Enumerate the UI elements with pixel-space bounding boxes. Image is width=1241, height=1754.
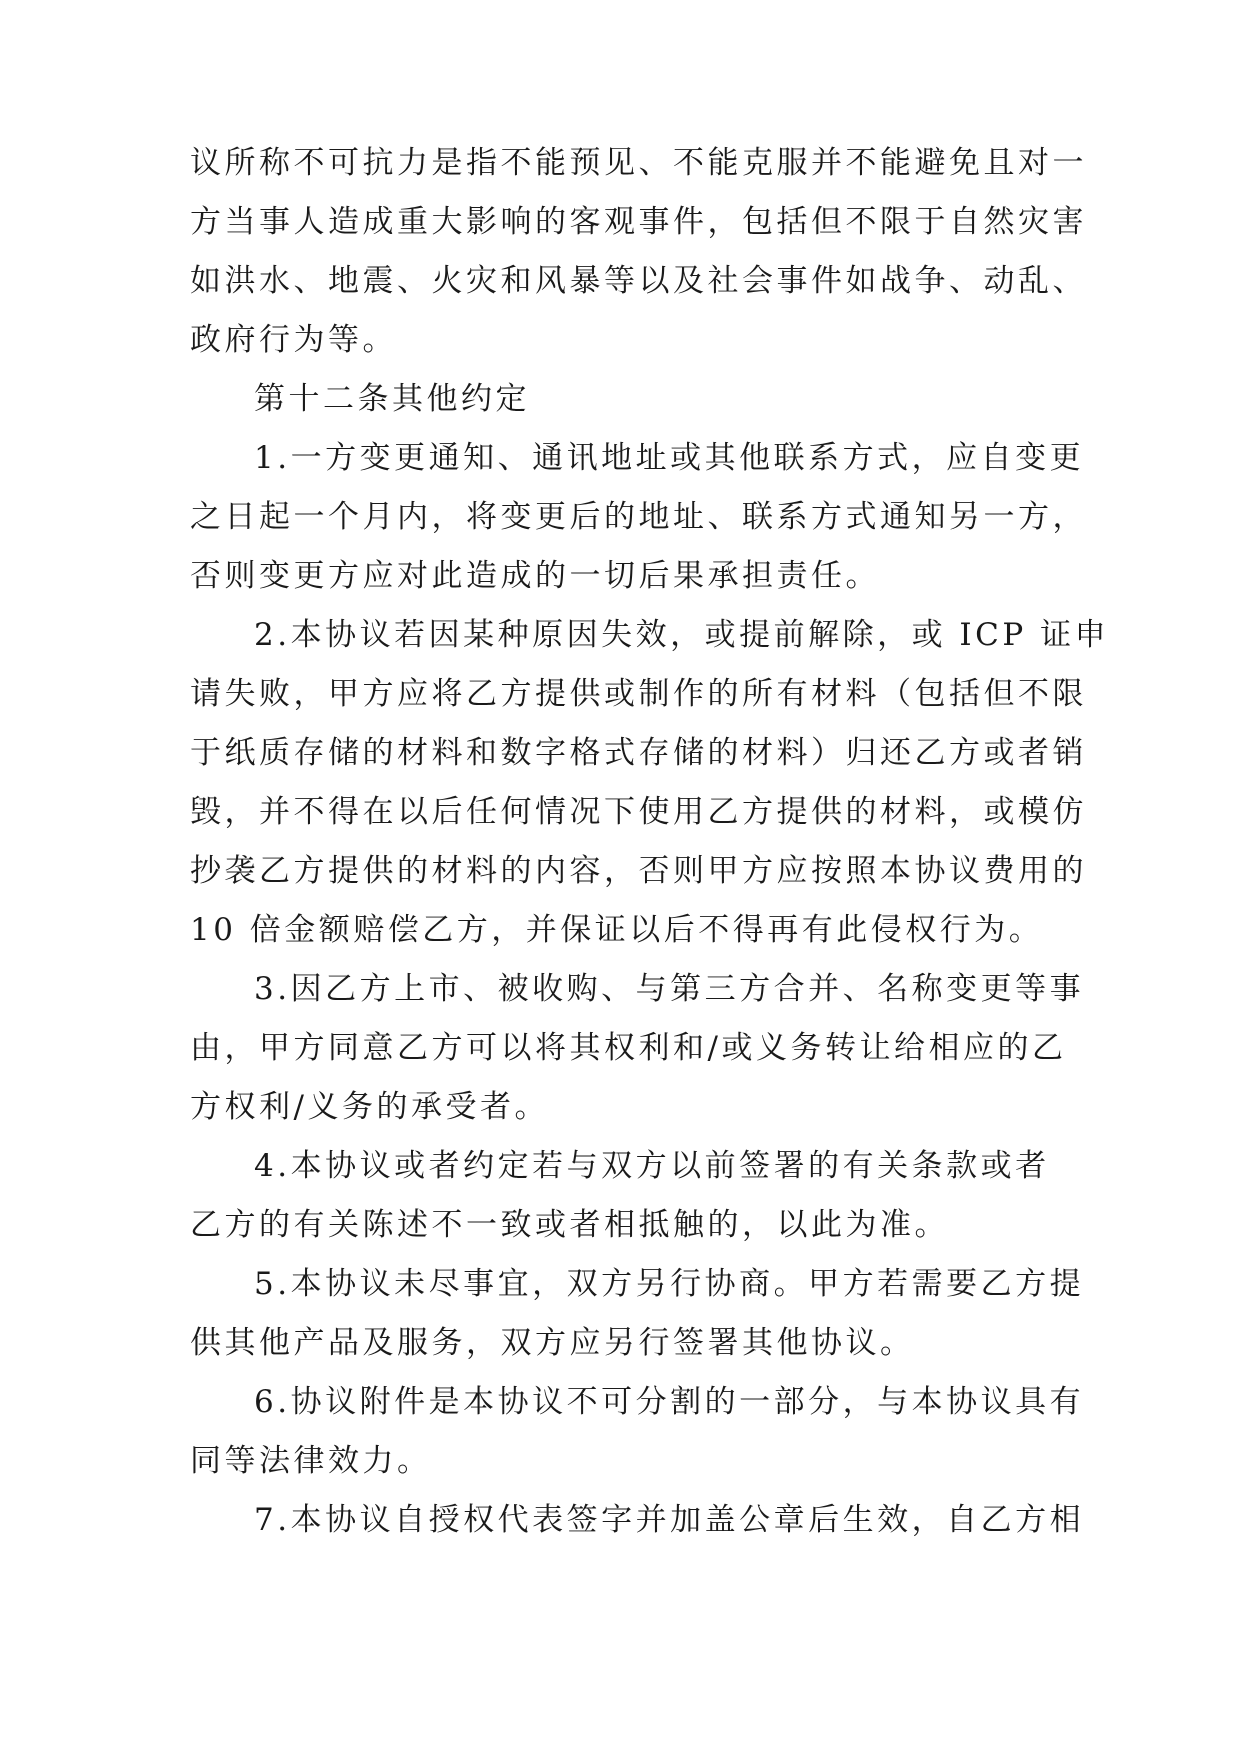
text-line: 4.本协议或者约定若与双方以前签署的有关条款或者 <box>254 1148 1050 1184</box>
text-line: 否则变更方应对此造成的一切后果承担责任。 <box>190 558 880 594</box>
text-line: 议所称不可抗力是指不能预见、不能克服并不能避免且对一 <box>190 145 1087 181</box>
text-line: 方权利/义务的承受者。 <box>190 1089 549 1125</box>
text-line: 之日起一个月内，将变更后的地址、联系方式通知另一方， <box>190 499 1087 535</box>
text-line: 毁，并不得在以后任何情况下使用乙方提供的材料，或模仿 <box>190 794 1087 830</box>
text-line: 供其他产品及服务，双方应另行签署其他协议。 <box>190 1325 915 1361</box>
text-line: 5.本协议未尽事宜，双方另行协商。甲方若需要乙方提 <box>254 1266 1085 1302</box>
text-line: 同等法律效力。 <box>190 1443 432 1479</box>
text-line: 2.本协议若因某种原因失效，或提前解除，或 ICP 证申 <box>254 617 1110 653</box>
text-line: 抄袭乙方提供的材料的内容，否则甲方应按照本协议费用的 <box>190 853 1087 889</box>
text-line: 如洪水、地震、火灾和风暴等以及社会事件如战争、动乱、 <box>190 263 1087 299</box>
text-line: 3.因乙方上市、被收购、与第三方合并、名称变更等事 <box>254 971 1085 1007</box>
text-line: 请失败，甲方应将乙方提供或制作的所有材料（包括但不限 <box>190 676 1087 712</box>
text-line: 于纸质存储的材料和数字格式存储的材料）归还乙方或者销 <box>190 735 1087 771</box>
text-line: 1.一方变更通知、通讯地址或其他联系方式，应自变更 <box>254 440 1085 476</box>
text-line: 乙方的有关陈述不一致或者相抵触的，以此为准。 <box>190 1207 949 1243</box>
section-heading: 第十二条其他约定 <box>254 381 530 417</box>
text-line: 方当事人造成重大影响的客观事件，包括但不限于自然灾害 <box>190 204 1087 240</box>
text-line: 10 倍金额赔偿乙方，并保证以后不得再有此侵权行为。 <box>190 912 1044 948</box>
text-line: 6.协议附件是本协议不可分割的一部分，与本协议具有 <box>254 1384 1085 1420</box>
text-line: 由，甲方同意乙方可以将其权利和/或义务转让给相应的乙 <box>190 1030 1067 1066</box>
text-line: 7.本协议自授权代表签字并加盖公章后生效，自乙方相 <box>254 1502 1085 1538</box>
text-line: 政府行为等。 <box>190 322 397 358</box>
